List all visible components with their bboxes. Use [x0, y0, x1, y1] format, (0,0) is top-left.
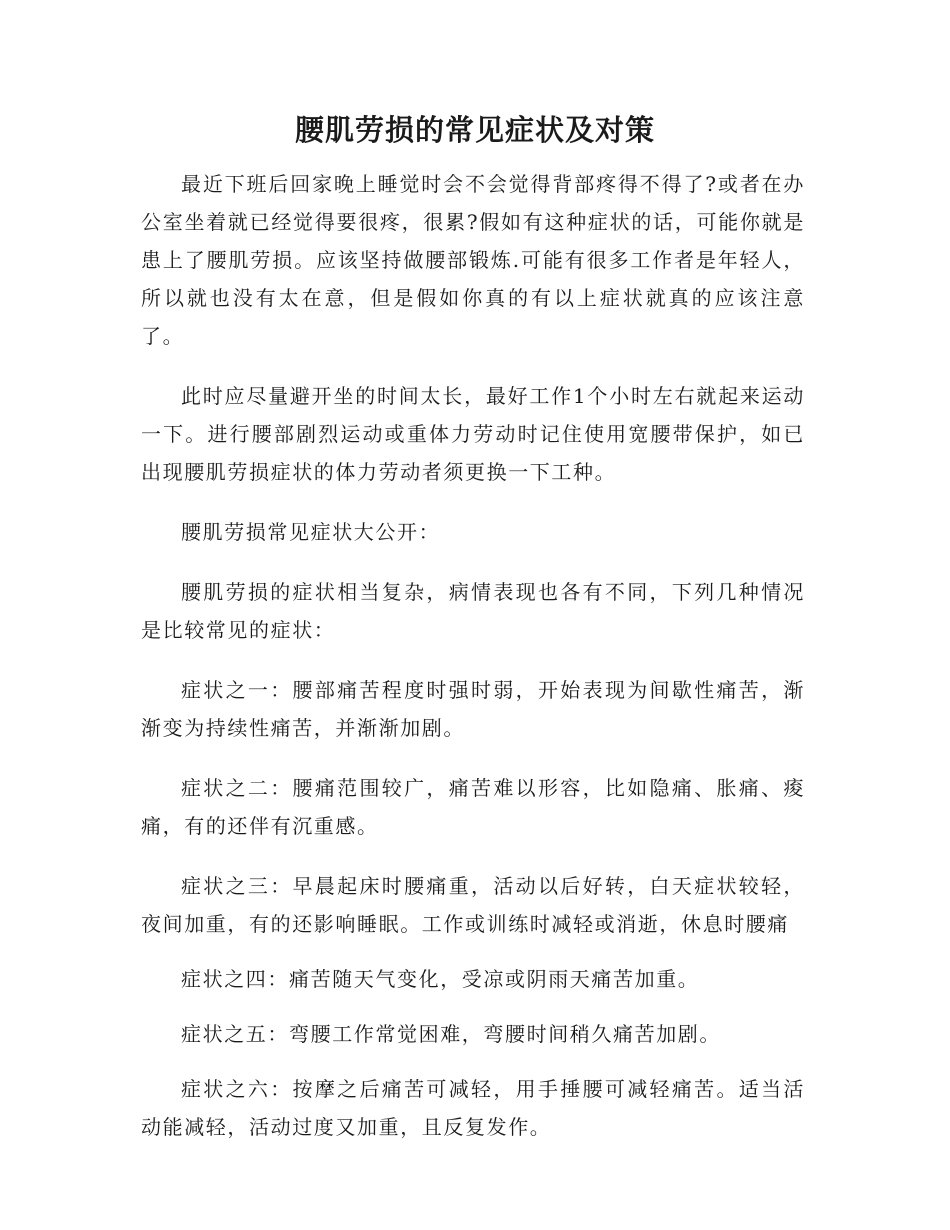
paragraph-symptom-4: 症状之四：痛苦随天气变化，受凉或阴雨天痛苦加重。: [181, 967, 700, 991]
paragraph-symptom-3: 症状之三：早晨起床时腰痛重，活动以后好转，白天症状较轻，夜间加重，有的还影响睡眠。工作或训练时减轻或消逝，休息时腰痛: [141, 874, 805, 936]
paragraph-symptom-2: 症状之二：腰痛范围较广，痛苦难以形容，比如隐痛、胀痛、痠痛，有的还伴有沉重感。: [141, 776, 805, 838]
paragraph-advice: 此时应尽量避开坐的时间太长，最好工作1个小时左右就起来运动一下。进行腰部剧烈运动或重体力劳动时记住使用宽腰带保护，如已出现腰肌劳损症状的体力劳动者须更换一下工种。: [141, 384, 805, 484]
paragraph-symptoms-intro: 腰肌劳损的症状相当复杂，病情表现也各有不同，下列几种情况是比较常见的症状：: [141, 580, 805, 642]
paragraph-symptoms-heading: 腰肌劳损常见症状大公开：: [181, 520, 441, 544]
paragraph-intro: 最近下班后回家晚上睡觉时会不会觉得背部疼得不得了?或者在办公室坐着就已经觉得要很疼，很累?假如有这种症状的话，可能你就是患上了腰肌劳损。应该坚持做腰部锻炼.可能有很多工作者是年轻人，所以就也没有太在意，但是假如你真的有以上症状就真的应该注意了。: [141, 172, 805, 348]
paragraph-symptom-5: 症状之五：弯腰工作常觉困难，弯腰时间稍久痛苦加剧。: [181, 1022, 721, 1046]
document-title: 腰肌劳损的常见症状及对策: [294, 113, 655, 147]
paragraph-symptom-6: 症状之六：按摩之后痛苦可减轻，用手捶腰可减轻痛苦。适当活动能减轻，活动过度又加重，且反复发作。: [141, 1077, 805, 1139]
paragraph-symptom-1: 症状之一：腰部痛苦程度时强时弱，开始表现为间歇性痛苦，渐渐变为持续性痛苦，并渐渐加剧。: [141, 678, 805, 740]
document-body: [141, 165, 805, 1168]
